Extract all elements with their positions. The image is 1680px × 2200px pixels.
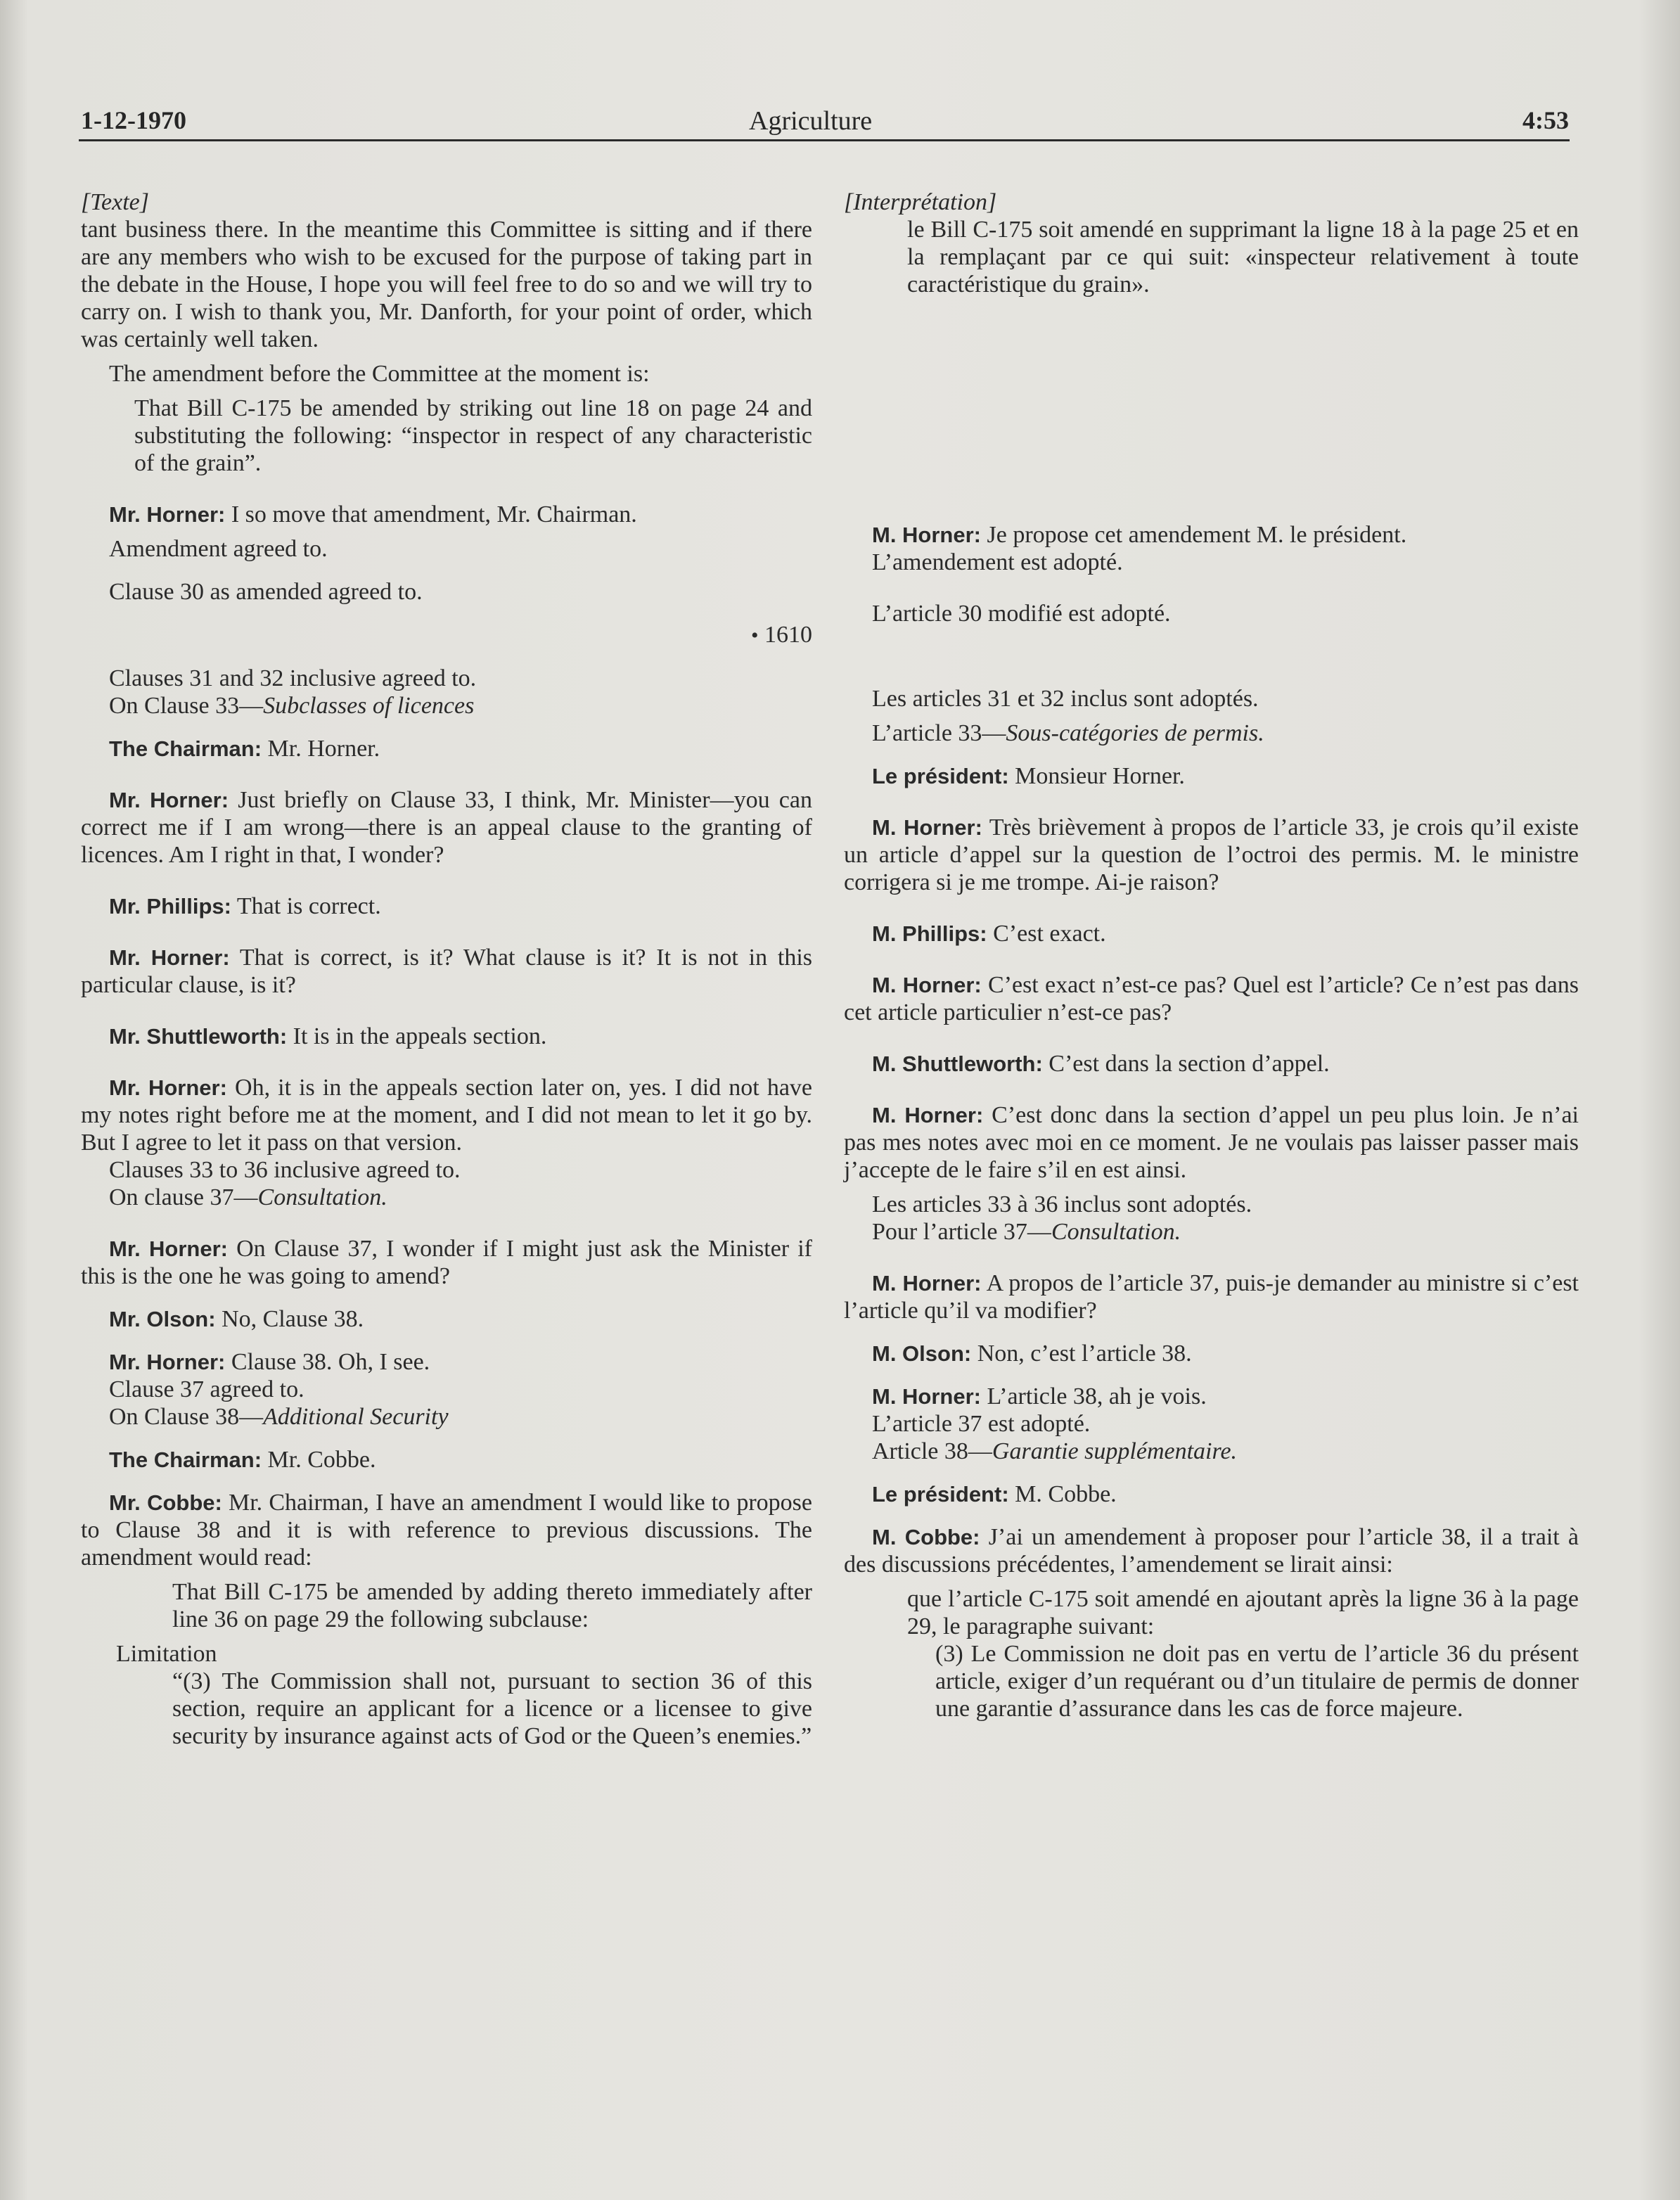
speech xyxy=(81,1446,812,1473)
time-stamp xyxy=(81,621,812,649)
speech-text: M. Cobbe. xyxy=(1008,1481,1117,1507)
speaker: M. Cobbe: xyxy=(872,1525,980,1549)
speech xyxy=(844,1480,1579,1508)
speech xyxy=(81,944,812,999)
clause-title: Sous-catégories de permis. xyxy=(1006,720,1264,746)
speech-text: A propos de l’article 37, puis-je demander au ministre si c’est l’article qu’il va modifier? xyxy=(844,1270,1579,1324)
clause-title: Additional Security xyxy=(263,1404,449,1430)
speaker: Mr. Horner: xyxy=(109,502,226,527)
left-column xyxy=(81,188,812,1750)
speech xyxy=(844,1383,1579,1410)
speech-text: C’est donc dans la section d’appel un peu plus loin. Je n’ai pas mes notes avec moi en ce moment. Je ne voulais pas laisser passer mais j’accepte de le faire s’il en est ainsi. xyxy=(844,1102,1579,1183)
clause-title: Garantie supplémentaire. xyxy=(992,1438,1238,1464)
speaker: M. Horner: xyxy=(872,973,982,997)
speech xyxy=(81,735,812,762)
paragraph: The amendment before the Committee at the moment is: xyxy=(109,361,650,387)
speaker: The Chairman: xyxy=(109,736,262,761)
clause-prefix: Article 38— xyxy=(872,1438,992,1464)
speech-text: Clause 38. Oh, I see. xyxy=(225,1349,430,1375)
motion-line: L’article 30 modifié est adopté. xyxy=(872,601,1171,627)
speaker: M. Horner: xyxy=(872,1271,982,1296)
speaker: Mr. Shuttleworth: xyxy=(109,1024,288,1049)
speech-text: That is correct. xyxy=(231,893,381,919)
motion-line: Clause 30 as amended agreed to. xyxy=(109,579,423,605)
motion-line: Clauses 33 to 36 inclusive agreed to. xyxy=(109,1157,461,1183)
speaker: M. Shuttleworth: xyxy=(872,1051,1043,1076)
clause-heading xyxy=(81,692,812,720)
speaker: Mr. Olson: xyxy=(109,1307,216,1331)
speech xyxy=(844,1270,1579,1324)
quoted-subclause: (3) Le Commission ne doit pas en vertu de l’article 36 du présent article, exiger d’un requérant ou d’un titulaire de permis de donner une garantie d’assurance dans les cas de force majeure. xyxy=(935,1641,1579,1722)
quoted-amendment: That Bill C-175 be amended by striking out line 18 on page 24 and substituting the following: “inspector in respect of any characteristic of the grain”. xyxy=(134,395,812,476)
speech-text: Non, c’est l’article 38. xyxy=(971,1341,1192,1367)
quoted-amendment: que l’article C-175 soit amendé en ajoutant après la ligne 36 à la page 29, le paragraphe suivant: xyxy=(907,1586,1579,1639)
speaker: M. Horner: xyxy=(872,815,982,840)
speech xyxy=(844,1101,1579,1184)
speaker: Le président: xyxy=(872,1482,1009,1507)
section-label: [Texte] xyxy=(81,189,149,215)
speech xyxy=(844,521,1579,549)
paragraph: tant business there. In the meantime this Committee is sitting and if there are any members who wish to be excused for the purpose of taking part in the debate in the House, I hope you will feel free to do so and we will try to carry on. I wish to thank you, Mr. Danforth, for your point of order, which was certainly well taken. xyxy=(81,217,812,352)
speaker: Mr. Horner: xyxy=(109,1075,227,1100)
speaker: M. Horner: xyxy=(872,1103,984,1127)
speech xyxy=(844,971,1579,1026)
speech-text: It is in the appeals section. xyxy=(287,1023,547,1049)
speech xyxy=(844,920,1579,947)
header-date: 1-12-1970 xyxy=(81,106,186,134)
motion-line: Clauses 31 and 32 inclusive agreed to. xyxy=(109,665,477,691)
clause-prefix: Pour l’article 37— xyxy=(872,1219,1051,1245)
speaker: Mr. Horner: xyxy=(109,1236,228,1261)
speech-text: C’est exact. xyxy=(987,921,1106,947)
bullet-icon: • xyxy=(750,624,759,647)
speech xyxy=(81,1023,812,1050)
speech-text: Monsieur Horner. xyxy=(1008,763,1185,789)
speech-text: On Clause 37, I wonder if I might just ask the Minister if this is the one he was going to amend? xyxy=(81,1236,813,1289)
speaker: The Chairman: xyxy=(109,1447,262,1472)
clause-heading xyxy=(844,1438,1579,1465)
speaker: M. Horner: xyxy=(872,1384,981,1409)
clause-prefix: L’article 33— xyxy=(872,720,1006,746)
clause-heading xyxy=(844,1218,1579,1246)
clause-title: Subclasses of licences xyxy=(263,693,475,719)
speech-text: Oh, it is in the appeals section later on, yes. I did not have my notes right before me at the moment, and I did not mean to let it go by. But I agree to let it pass on that version. xyxy=(81,1075,812,1156)
speech xyxy=(844,762,1579,790)
quoted-amendment: le Bill C-175 soit amendé en supprimant la ligne 18 à la page 25 et en la remplaçant par ce qui suit: «inspecteur relativement à toute caractéristique du grain». xyxy=(907,217,1579,298)
speech xyxy=(81,501,812,528)
speech-text: Mr. Horner. xyxy=(262,736,380,762)
right-column xyxy=(844,188,1579,1722)
speech-text: C’est exact n’est-ce pas? Quel est l’article? Ce n’est pas dans cet article particulier n’est-ce pas? xyxy=(844,972,1579,1025)
quoted-amendment: That Bill C-175 be amended by adding thereto immediately after line 36 on page 29 the following subclause: xyxy=(172,1579,812,1632)
speech-text: J’ai un amendement à proposer pour l’article 38, il a trait à des discussions précédentes, l’amendement se lirait ainsi: xyxy=(844,1524,1579,1578)
margin-note: Limitation xyxy=(116,1641,217,1667)
speaker: M. Horner: xyxy=(872,523,981,547)
quoted-subclause: “(3) The Commission shall not, pursuant to section 36 of this section, require an applicant for a licence or a licensee to give security by insurance against acts of God or the Queen’s enemies.” xyxy=(172,1668,812,1749)
speech-text: I so move that amendment, Mr. Chairman. xyxy=(225,501,637,527)
speaker: Mr. Phillips: xyxy=(109,894,231,919)
motion-line: L’article 37 est adopté. xyxy=(872,1411,1091,1437)
motion-line: Clause 37 agreed to. xyxy=(109,1376,304,1402)
speech-text: Mr. Cobbe. xyxy=(262,1447,376,1473)
speech xyxy=(844,1523,1579,1578)
speech-text: Très brièvement à propos de l’article 33, je crois qu’il existe un article d’appel sur la question de l’octroi des permis. M. le ministre corrigera si je me trompe. Ai-je raison? xyxy=(844,814,1579,895)
speech xyxy=(81,786,812,869)
speech xyxy=(844,814,1579,896)
clause-heading xyxy=(81,1184,812,1211)
speech xyxy=(81,1074,812,1156)
speech xyxy=(81,1489,812,1571)
clause-prefix: On Clause 38— xyxy=(109,1404,264,1430)
clause-title: Consultation. xyxy=(1051,1219,1181,1245)
clause-heading xyxy=(81,1403,812,1431)
speech-text: That is correct, is it? What clause is it? It is not in this particular clause, is it? xyxy=(81,945,812,998)
clause-title: Consultation. xyxy=(257,1184,387,1210)
speech-text: Je propose cet amendement M. le président. xyxy=(981,522,1407,548)
speech xyxy=(81,893,812,920)
header-rule xyxy=(79,139,1570,141)
speech xyxy=(81,1305,812,1333)
speaker: Mr. Horner: xyxy=(109,945,230,970)
header-page-number: 4:53 xyxy=(1522,106,1569,134)
speech xyxy=(844,1340,1579,1367)
speaker: M. Phillips: xyxy=(872,921,987,946)
motion-line: Les articles 31 et 32 inclus sont adoptés. xyxy=(872,686,1259,712)
speech-text: L’article 38, ah je vois. xyxy=(981,1383,1207,1409)
speaker: Mr. Cobbe: xyxy=(109,1490,222,1515)
speech xyxy=(81,1348,812,1376)
speaker: Le président: xyxy=(872,764,1009,788)
speech-text: Just briefly on Clause 33, I think, Mr. Minister—you can correct me if I am wrong—there is an appeal clause to the granting of licences. Am I right in that, I wonder? xyxy=(81,787,812,868)
speech xyxy=(844,1050,1579,1077)
clause-heading xyxy=(844,720,1579,747)
speaker: Mr. Horner: xyxy=(109,788,229,812)
speech-text: C’est dans la section d’appel. xyxy=(1042,1051,1330,1077)
speaker: Mr. Horner: xyxy=(109,1350,226,1374)
section-label: [Interprétation] xyxy=(844,189,997,215)
speech-text: Mr. Chairman, I have an amendment I would like to propose to Clause 38 and it is with reference to previous discussions. The amendment would read: xyxy=(81,1490,812,1571)
speaker: M. Olson: xyxy=(872,1341,972,1366)
clause-prefix: On Clause 33— xyxy=(109,693,264,719)
motion-line: Amendment agreed to. xyxy=(109,536,328,562)
speech xyxy=(81,1235,812,1290)
time-value: 1610 xyxy=(764,622,812,648)
header-title: Agriculture xyxy=(749,106,873,136)
speech-text: No, Clause 38. xyxy=(215,1306,364,1332)
motion-line: L’amendement est adopté. xyxy=(872,549,1123,575)
clause-prefix: On clause 37— xyxy=(109,1184,258,1210)
motion-line: Les articles 33 à 36 inclus sont adoptés. xyxy=(872,1191,1252,1217)
